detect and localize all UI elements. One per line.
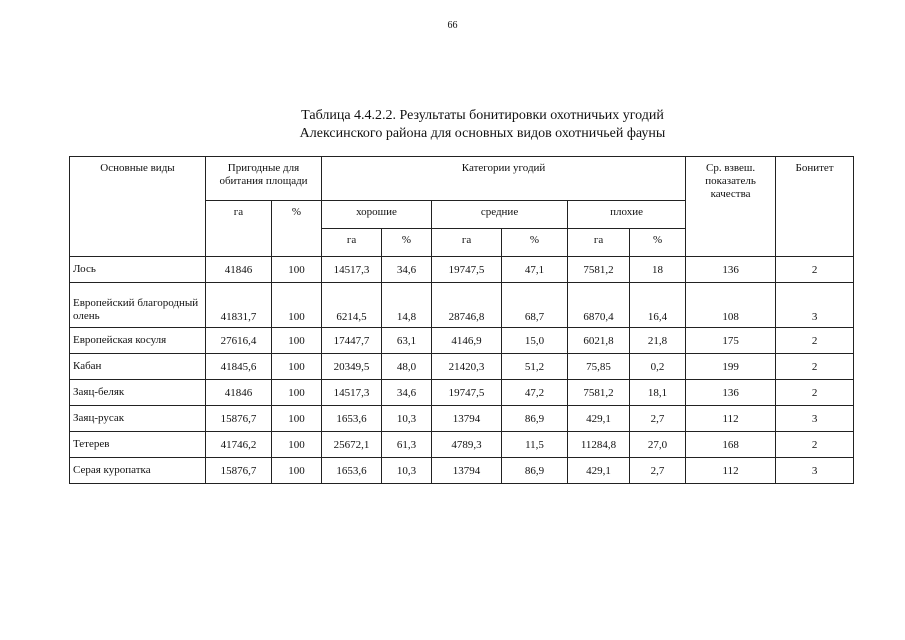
table-row: [70, 380, 854, 406]
cell-good-pct: 61,3: [382, 432, 432, 458]
cell-medium-pct: 86,9: [502, 458, 568, 484]
header-good-ha: га: [322, 229, 382, 257]
cell-area-ha: 15876,7: [206, 458, 272, 484]
bonitet-table: [69, 156, 854, 484]
cell-bonitet: 3: [776, 458, 854, 484]
caption-line-1: Таблица 4.4.2.2. Результаты бонитировки охотничьих угодий: [301, 108, 664, 123]
cell-bad-pct: 0,2: [630, 354, 686, 380]
cell-bonitet: 2: [776, 432, 854, 458]
cell-bad-pct: 27,0: [630, 432, 686, 458]
cell-species: Европейская косуля: [70, 328, 206, 354]
cell-bad-ha: 7581,2: [568, 257, 630, 283]
table-caption: [0, 107, 905, 143]
header-categories: Категории угодий: [322, 157, 686, 201]
header-area-pct: %: [272, 201, 322, 257]
cell-good-pct: 34,6: [382, 257, 432, 283]
cell-area-ha: 41746,2: [206, 432, 272, 458]
cell-good-ha: 1653,6: [322, 406, 382, 432]
cell-area-ha: 15876,7: [206, 406, 272, 432]
header-medium-ha: га: [432, 229, 502, 257]
table-row: [70, 328, 854, 354]
cell-species: Европейский благородный олень: [70, 283, 206, 328]
cell-area-pct: 100: [272, 283, 322, 328]
cell-species: Заяц-беляк: [70, 380, 206, 406]
header-bad: плохие: [568, 201, 686, 229]
cell-bad-pct: 18: [630, 257, 686, 283]
cell-bad-pct: 2,7: [630, 458, 686, 484]
header-area-ha: га: [206, 201, 272, 257]
cell-good-pct: 10,3: [382, 458, 432, 484]
cell-area-ha: 27616,4: [206, 328, 272, 354]
table-row: [70, 354, 854, 380]
header-quality: Ср. взвеш. показатель качества: [686, 157, 776, 257]
cell-bad-ha: 7581,2: [568, 380, 630, 406]
table-row: [70, 406, 854, 432]
cell-medium-ha: 4146,9: [432, 328, 502, 354]
cell-species: Тетерев: [70, 432, 206, 458]
cell-area-pct: 100: [272, 458, 322, 484]
cell-area-pct: 100: [272, 328, 322, 354]
cell-species: Заяц-русак: [70, 406, 206, 432]
cell-quality: 175: [686, 328, 776, 354]
cell-good-ha: 1653,6: [322, 458, 382, 484]
cell-quality: 112: [686, 406, 776, 432]
cell-quality: 112: [686, 458, 776, 484]
cell-species: Серая куропатка: [70, 458, 206, 484]
cell-medium-ha: 28746,8: [432, 283, 502, 328]
cell-bonitet: 2: [776, 328, 854, 354]
header-good: хорошие: [322, 201, 432, 229]
header-good-pct: %: [382, 229, 432, 257]
cell-bad-ha: 429,1: [568, 458, 630, 484]
table-row: [70, 432, 854, 458]
cell-medium-pct: 86,9: [502, 406, 568, 432]
cell-good-ha: 17447,7: [322, 328, 382, 354]
cell-quality: 199: [686, 354, 776, 380]
cell-bad-pct: 18,1: [630, 380, 686, 406]
cell-good-ha: 14517,3: [322, 380, 382, 406]
header-suitable-area: Пригодные для обитания площади: [206, 157, 322, 201]
cell-medium-pct: 15,0: [502, 328, 568, 354]
cell-bad-ha: 429,1: [568, 406, 630, 432]
cell-area-pct: 100: [272, 257, 322, 283]
cell-area-ha: 41846: [206, 257, 272, 283]
cell-bonitet: 3: [776, 283, 854, 328]
cell-area-ha: 41846: [206, 380, 272, 406]
cell-area-pct: 100: [272, 406, 322, 432]
header-species: Основные виды: [70, 157, 206, 257]
cell-area-pct: 100: [272, 380, 322, 406]
cell-bad-ha: 6870,4: [568, 283, 630, 328]
cell-good-pct: 14,8: [382, 283, 432, 328]
cell-good-ha: 6214,5: [322, 283, 382, 328]
cell-medium-pct: 47,2: [502, 380, 568, 406]
cell-good-ha: 20349,5: [322, 354, 382, 380]
cell-good-pct: 34,6: [382, 380, 432, 406]
cell-bonitet: 3: [776, 406, 854, 432]
cell-medium-ha: 13794: [432, 406, 502, 432]
cell-medium-pct: 11,5: [502, 432, 568, 458]
table-row: [70, 458, 854, 484]
header-bonitet: Бонитет: [776, 157, 854, 257]
cell-quality: 136: [686, 380, 776, 406]
cell-species: Кабан: [70, 354, 206, 380]
cell-good-pct: 10,3: [382, 406, 432, 432]
caption-line-2: Алексинского района для основных видов охотничьей фауны: [299, 126, 666, 141]
cell-area-ha: 41831,7: [206, 283, 272, 328]
cell-bad-ha: 75,85: [568, 354, 630, 380]
cell-quality: 108: [686, 283, 776, 328]
cell-bad-pct: 21,8: [630, 328, 686, 354]
header-bad-pct: %: [630, 229, 686, 257]
cell-medium-ha: 19747,5: [432, 257, 502, 283]
table-row: [70, 283, 854, 328]
table-row: [70, 257, 854, 283]
header-medium: средние: [432, 201, 568, 229]
cell-medium-pct: 68,7: [502, 283, 568, 328]
cell-bad-ha: 6021,8: [568, 328, 630, 354]
cell-area-ha: 41845,6: [206, 354, 272, 380]
table-body: [70, 257, 854, 484]
cell-area-pct: 100: [272, 432, 322, 458]
cell-good-ha: 14517,3: [322, 257, 382, 283]
page-number: 66: [447, 20, 458, 31]
cell-medium-pct: 51,2: [502, 354, 568, 380]
cell-medium-pct: 47,1: [502, 257, 568, 283]
cell-species: Лось: [70, 257, 206, 283]
cell-quality: 136: [686, 257, 776, 283]
cell-area-pct: 100: [272, 354, 322, 380]
cell-good-ha: 25672,1: [322, 432, 382, 458]
cell-bonitet: 2: [776, 380, 854, 406]
cell-quality: 168: [686, 432, 776, 458]
cell-good-pct: 63,1: [382, 328, 432, 354]
cell-medium-ha: 13794: [432, 458, 502, 484]
header-bad-ha: га: [568, 229, 630, 257]
cell-medium-ha: 21420,3: [432, 354, 502, 380]
cell-medium-ha: 19747,5: [432, 380, 502, 406]
cell-bad-pct: 16,4: [630, 283, 686, 328]
header-medium-pct: %: [502, 229, 568, 257]
cell-bonitet: 2: [776, 354, 854, 380]
cell-good-pct: 48,0: [382, 354, 432, 380]
cell-bad-ha: 11284,8: [568, 432, 630, 458]
cell-bonitet: 2: [776, 257, 854, 283]
cell-medium-ha: 4789,3: [432, 432, 502, 458]
cell-bad-pct: 2,7: [630, 406, 686, 432]
